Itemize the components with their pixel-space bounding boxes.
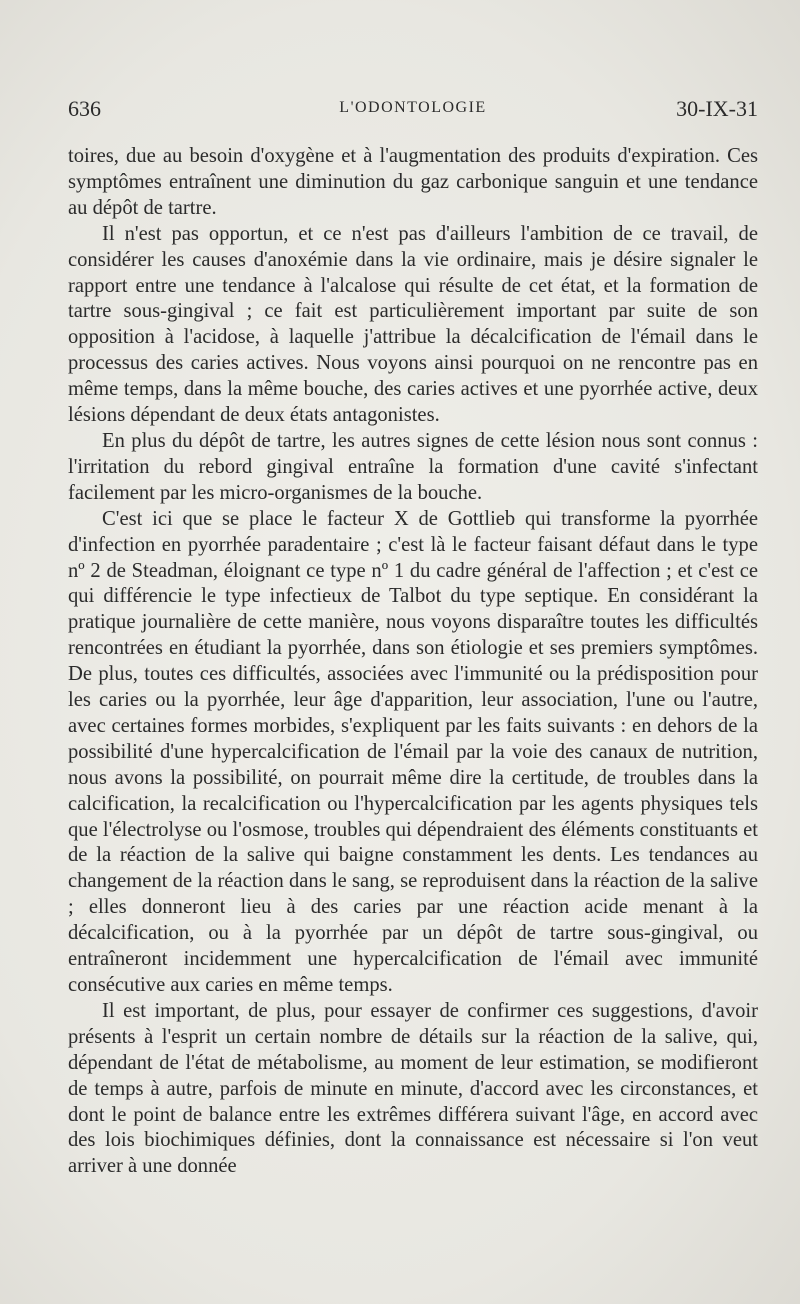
page-number: 636	[68, 96, 101, 121]
paragraph: toires, due au besoin d'oxygène et à l'augmentation des produits d'expiration. Ces symptômes entraînent une diminution du gaz carbonique sanguin et une tendance au dépôt de tartre.	[68, 145, 758, 219]
running-header	[68, 96, 758, 126]
journal-title: L'ODONTOLOGIE	[339, 99, 487, 116]
issue-date: 30-IX-31	[676, 96, 758, 121]
paragraph: Il est important, de plus, pour essayer de confirmer ces suggestions, d'avoir présents à l'esprit un certain nombre de détails sur la réaction de la salive, qui, dépendant de l'état de métabolisme, au moment de leur estimation, se modifieront de temps à autre, parfois de minute en minute, d'accord avec les circonstances, et dont le point de balance entre les extrêmes différera suivant l'âge, en accord avec des lois biochimiques définies, dont la connaissance est nécessaire si l'on veut arriver à une donnée	[68, 999, 758, 1178]
body-text	[68, 144, 758, 1180]
paragraph: Il n'est pas opportun, et ce n'est pas d'ailleurs l'ambition de ce travail, de considérer les causes d'anoxémie dans la vie ordinaire, mais je désire signaler le rapport entre une tendance à l'alcalose qui résulte de cet état, et la formation de tartre sous-gingival ; ce fait est particulièrement important par suite de son opposition à l'acidose, à laquelle j'attribue la décalcification de l'émail dans le processus des caries actives. Nous voyons ainsi pourquoi on ne rencontre pas en même temps, dans la même bouche, des caries actives et une pyorrhée active, deux lésions dépendant de deux états antagonistes.	[68, 222, 758, 427]
paragraph: En plus du dépôt de tartre, les autres signes de cette lésion nous sont connus : l'irritation du rebord gingival entraîne la formation d'une cavité s'infectant facilement par les micro-organismes de la bouche.	[68, 429, 758, 504]
paragraph: C'est ici que se place le facteur X de Gottlieb qui transforme la pyorrhée d'infection en pyorrhée paradentaire ; c'est là le facteur faisant défaut dans le type nº 2 de Steadman, éloignant ce type nº 1 du cadre général de l'affection ; et c'est ce qui différencie le type infectieux de Talbot du type septique. En considérant la pratique journalière de cette manière, nous voyons disparaître toutes les difficultés rencontrées en étudiant la pyorrhée, dans son étiologie et ses premiers symptômes. De plus, toutes ces difficultés, associées avec l'immunité ou la prédisposition pour les caries ou la pyorrhée, leur âge d'apparition, leur association, l'une ou l'autre, avec certaines formes morbides, s'expliquent par les faits suivants : en dehors de la possibilité d'une hypercalcification de l'émail par la voie des canaux de nutrition, nous avons la possibilité, on pourrait même dire la certitude, de troubles dans la calcification, la recalcification ou l'hypercalcification par les agents physiques tels que l'électrolyse ou l'osmose, troubles qui dépendraient des éléments constituants et de la réaction de la salive qui baigne constamment les dents. Les tendances au changement de la réaction dans le sang, se reproduisent dans la réaction de la salive ; elles donneront lieu à des caries par une réaction acide menant à la décalcification, ou à la pyorrhée par un dépôt de tartre sous-gingival, ou entraîneront incidemment une hypercalcification de l'émail avec immunité consécutive aux caries en même temps.	[68, 507, 758, 996]
